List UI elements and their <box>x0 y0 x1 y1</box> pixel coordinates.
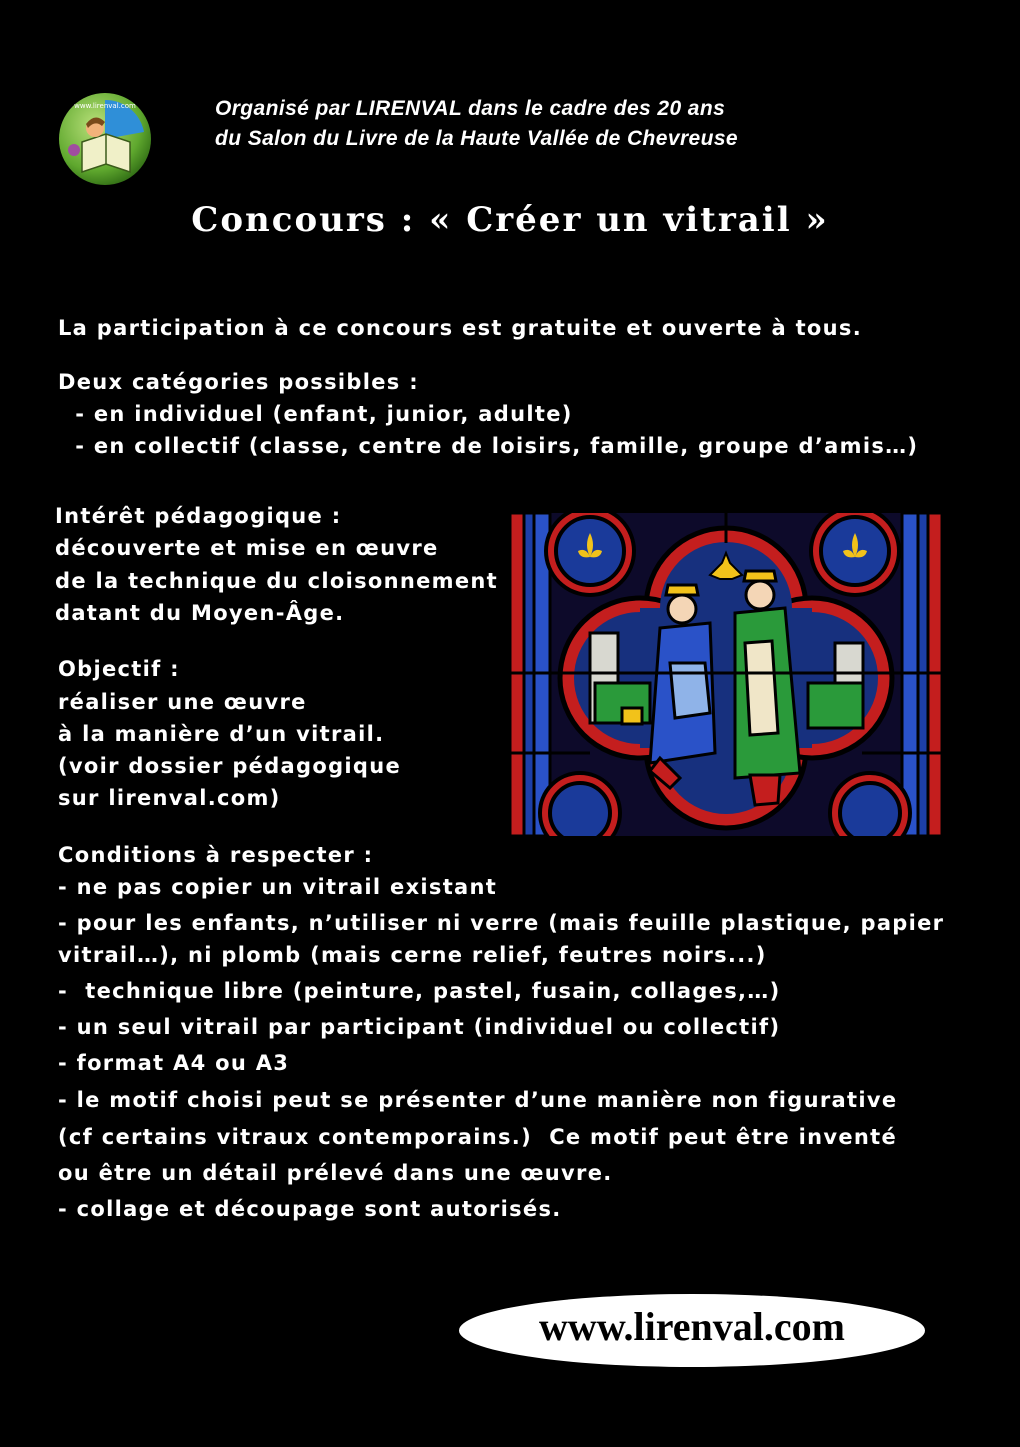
objectif-line: réaliser une œuvre <box>58 690 307 714</box>
condition-line: vitrail…), ni plomb (mais cerne relief, feutres noirs...) <box>58 943 767 967</box>
condition-line: (cf certains vitraux contemporains.) Ce motif peut être inventé <box>58 1125 898 1149</box>
interet-line: découverte et mise en œuvre <box>55 536 439 560</box>
condition-line: - technique libre (peinture, pastel, fusain, collages,…) <box>58 979 781 1003</box>
interet-heading: Intérêt pédagogique : <box>55 504 342 528</box>
organizer-line-1: Organisé par LIRENVAL dans le cadre des 20 ans <box>215 97 726 120</box>
category-item: - en individuel (enfant, junior, adulte) <box>58 402 573 426</box>
organizer-text <box>215 94 738 154</box>
lirenval-logo <box>58 92 152 186</box>
condition-line: ou être un détail prélevé dans une œuvre. <box>58 1161 613 1185</box>
condition-line: - ne pas copier un vitrail existant <box>58 875 498 899</box>
organizer-line-2: du Salon du Livre de la Haute Vallée de Chevreuse <box>215 127 738 150</box>
category-item: - en collectif (classe, centre de loisirs, famille, groupe d’amis…) <box>58 434 919 458</box>
condition-line: - collage et découpage sont autorisés. <box>58 1197 562 1221</box>
condition-line: - format A4 ou A3 <box>58 1051 290 1075</box>
interet-line: datant du Moyen-Âge. <box>55 601 345 625</box>
website-link[interactable]: www.lirenval.com <box>539 1304 845 1349</box>
intro-text: La participation à ce concours est gratuite et ouverte à tous. <box>58 316 862 340</box>
objectif-line: à la manière d’un vitrail. <box>58 722 385 746</box>
page-title: Concours : « Créer un vitrail » <box>191 200 829 240</box>
stained-glass-image <box>510 513 942 836</box>
categories-heading: Deux catégories possibles : <box>58 370 419 394</box>
logo-text: www.lirenval.com <box>74 102 136 110</box>
interet-line: de la technique du cloisonnement <box>55 569 498 593</box>
objectif-line: (voir dossier pédagogique <box>58 754 402 778</box>
condition-line: - le motif choisi peut se présenter d’une manière non figurative <box>58 1088 898 1112</box>
conditions-heading: Conditions à respecter : <box>58 843 374 867</box>
condition-line: - pour les enfants, n’utiliser ni verre (mais feuille plastique, papier <box>58 911 945 935</box>
objectif-heading: Objectif : <box>58 657 180 681</box>
condition-line: - un seul vitrail par participant (individuel ou collectif) <box>58 1015 781 1039</box>
objectif-line: sur lirenval.com) <box>58 786 281 810</box>
